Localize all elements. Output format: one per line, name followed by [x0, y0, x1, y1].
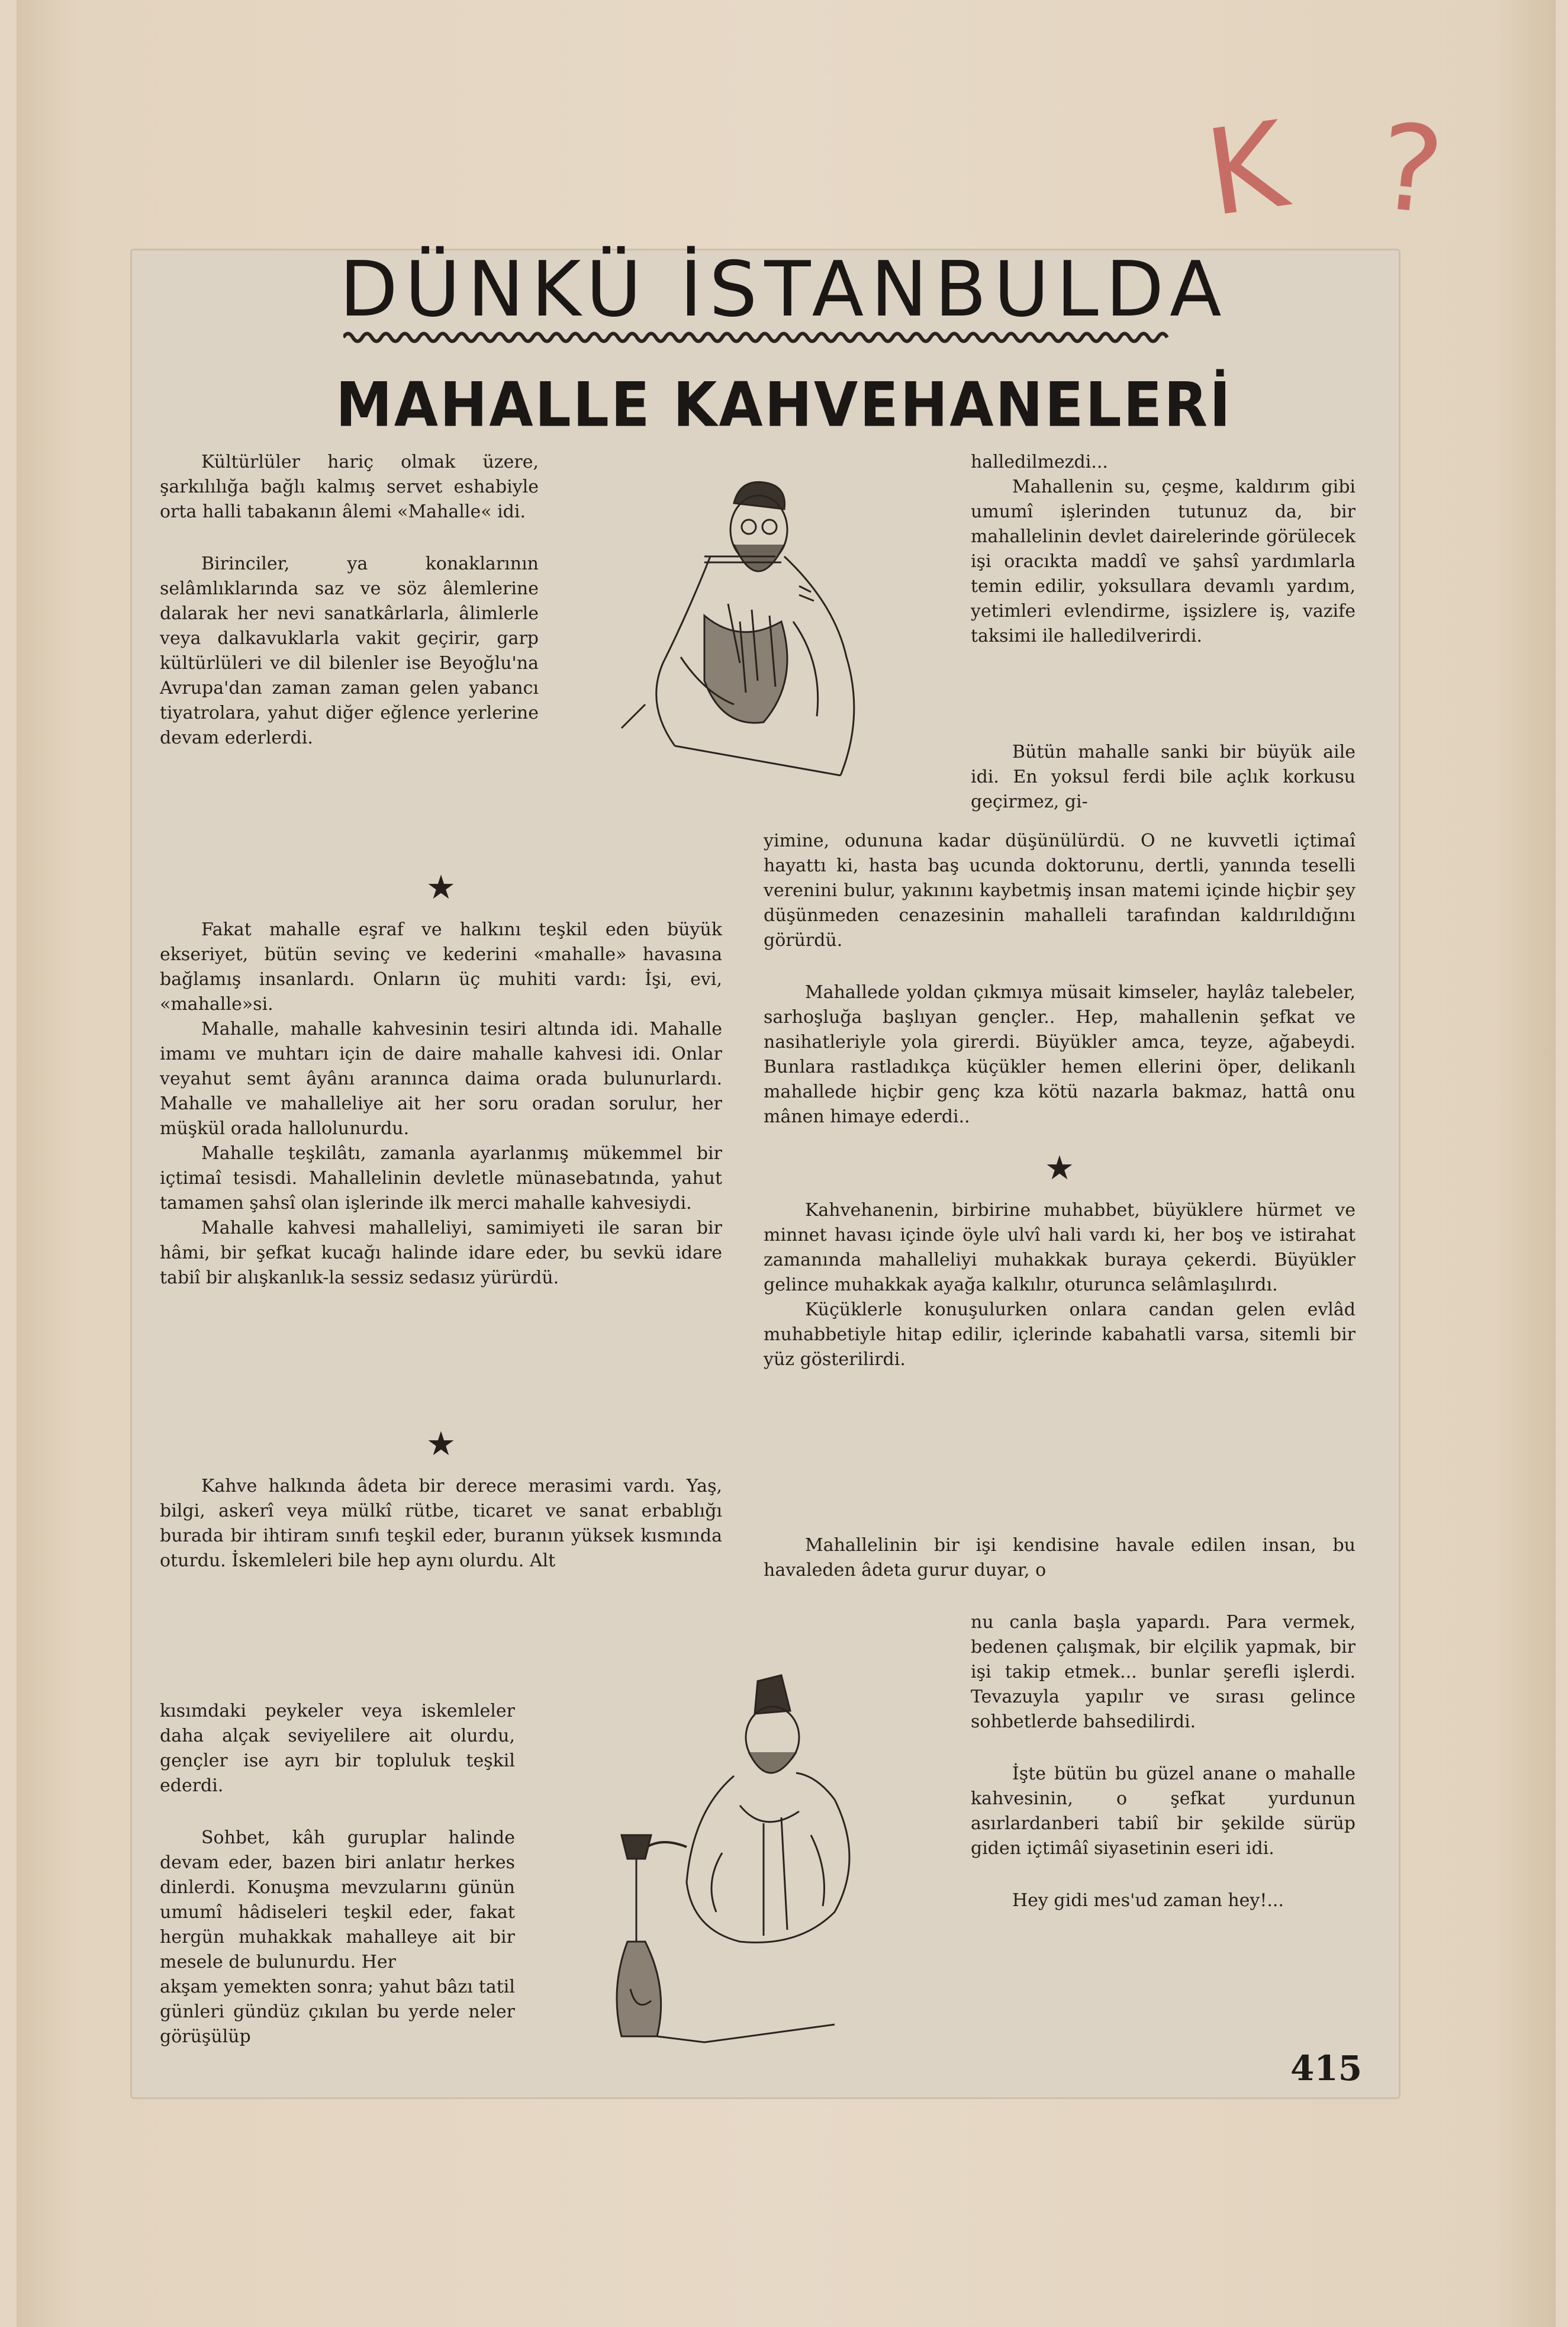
paragraph: Mahalle, mahalle kahvesinin tesiri altında idi. Mahalle imamı ve muhtarı için de daire mahalle kahvesi idi. Onlar veyahut semt âyânı aranınca daima orada bulunurlardı. Mahalle ve mahalleliye ait her soru oradan sorulur, her müşkül orada hallolunurdu.: [160, 1019, 722, 1139]
decorative-divider: [343, 329, 1172, 346]
paragraph: Mahalle kahvesi mahalleliyi, samimiyeti ile saran bir hâmi, bir şefkat kucağı halinde idare eder, bu sevkü idare tabiî bir alışkanlık-la sessiz sedasız yürürdü.: [160, 1218, 722, 1288]
nargile-smoker-illustration: [586, 1657, 917, 2066]
paragraph: Birinciler, ya konaklarının selâmlıklarında saz ve söz âlemlerine dalarak her nevi sanatkârlarla, âlimlerle veya dalkavuklarla vakit geçirir, garp kültürlüleri ve dil bilenler ise Beyoğlu'na Avrupa'dan zaman zaman gelen yabancı tiyatrolara, yahut diğer eğlence yerlerine devam ederlerdi.: [160, 553, 539, 748]
coffee-drinker-illustration: [586, 468, 917, 799]
right-column-middle: [764, 829, 1356, 1372]
star-separator: ★: [1044, 1149, 1075, 1187]
paragraph: yimine, odununa kadar düşünülürdü. O ne kuvvetli içtimaî hayattı ki, hasta baş ucunda doktorunu, dertli, yanında teselli verenini bulur, yakınını kaybetmiş insan matemi içinde hiçbir şey düşünmeden cenazesinin mahalleli tarafından kaldırıldığını görürdü.: [764, 831, 1356, 951]
paragraph: Kültürlüler hariç olmak üzere, şarkılılığa bağlı kalmış servet eshabiyle orta halli tabakanın âlemi «Mahalle« idi.: [160, 452, 539, 522]
left-column-lower: [160, 1425, 722, 1573]
paragraph: Mahalle teşkilâtı, zamanla ayarlanmış mükemmel bir içtimaî tesisdi. Mahallelinin devletle münasebatında, yahut tamamen şahsî olan işlerinde ilk merci mahalle kahvesiydi.: [160, 1143, 722, 1214]
paragraph: nu canla başla yapardı. Para vermek, bedenen çalışmak, bir elçilik yapmak, bir işi takip etmek... bunlar şerefli işlerdi. Tevazuyla yapılır ve sırası gelince sohbetlerde bahsedilirdi.: [971, 1612, 1356, 1732]
paragraph: akşam yemekten sonra; yahut bâzı tatil günleri gündüz çıkılan bu yerde neler görüşülüp: [160, 1977, 515, 2047]
paragraph: Kahvehanenin, birbirine muhabbet, büyüklere hürmet ve minnet havası içinde öyle ulvî hali vardı ki, her boş ve istirahat zamanında mahalleliyi muhakkak buraya çekerdi. Büyükler gelince muhakkak ayağa kalkılır, oturunca selâmlaşılırdı.: [764, 1200, 1356, 1295]
paragraph: kısımdaki peykeler veya iskemleler daha alçak seviyelilere ait olurdu, gençler ise ayrı bir topluluk teşkil ederdi.: [160, 1701, 515, 1796]
handwritten-question-mark: ?: [1372, 98, 1450, 242]
right-column-bottom: [971, 1610, 1356, 1913]
paragraph: Mahallelinin bir işi kendisine havale edilen insan, bu havaleden âdeta gurur duyar, o: [764, 1535, 1356, 1581]
paragraph: Bütün mahalle sanki bir büyük aile idi. En yoksul ferdi bile açlık korkusu geçirmez, gi-: [971, 742, 1356, 812]
paragraph: Sohbet, kâh guruplar halinde devam eder, bazen biri anlatır herkes dinlerdi. Konuşma mevzularını günün umumî hâdiseleri teşkil eder, fakat hergün muhakkak mahalleye ait bir mesele de bulunurdu. Her: [160, 1827, 515, 1972]
right-column-top: [971, 450, 1356, 676]
paragraph: halledilmezdi...: [971, 452, 1108, 472]
right-column-lower: [764, 1533, 1356, 1583]
paragraph: Fakat mahalle eşraf ve halkını teşkil eden büyük ekseriyet, bütün sevinç ve kederini «mahalle» havasına bağlamış insanlardı. Onların üç muhiti vardı: İşi, evi, «mahalle»si.: [160, 919, 722, 1015]
paragraph: Mahallede yoldan çıkmıya müsait kimseler, haylâz talebeler, sarhoşluğa başlıyan gençler.. Hep, mahallenin şefkat ve nasihatleriyle yola girerdi. Büyükler amca, teyze, ağabeydi. Bunlara rastladıkça küçükler hemen ellerini öper, delikanlı mahallede hiçbir genç kza kötü nazarla bakmaz, hattâ onu mânen himaye ederdi..: [764, 982, 1356, 1127]
left-column-top: [160, 450, 539, 751]
left-column-bottom: [160, 1699, 515, 2049]
star-separator: ★: [426, 1425, 456, 1463]
handwritten-letter: K: [1198, 96, 1295, 243]
article-subtitle: MAHALLE KAHVEHANELERİ: [336, 369, 1232, 441]
paragraph: Mahallenin su, çeşme, kaldırım gibi umumî işlerinden tutunuz da, bir mahallelinin devlet dairelerinde görülecek işi oracıkta maddî ve şahsî yardımlarla temin edilir, yoksullara devamlı yardım, yetimleri evlendirme, işsizlere iş, vazife taksimi ile halledilverirdi.: [971, 477, 1356, 646]
paragraph: Kahve halkında âdeta bir derece merasimi vardı. Yaş, bilgi, askerî veya mülkî rütbe, ticaret ve sanat erbablığı burada bir ihtiram sınıfı teşkil eder, buranın yüksek kısmında oturdu. İskemleleri bile hep aynı olurdu. Alt: [160, 1476, 722, 1571]
paragraph: Küçüklerle konuşulurken onlara candan gelen evlâd muhabbetiyle hitap edilir, içlerinde kabahatli varsa, sitemli bir yüz gösterilirdi.: [764, 1299, 1356, 1370]
paragraph: İşte bütün bu güzel anane o mahalle kahvesinin, o şefkat yurdunun asırlardanberi tabiî bir şekilde sürüp giden içtimâî siyasetinin eseri idi.: [971, 1763, 1356, 1859]
page-number: 415: [1290, 2048, 1363, 2088]
left-column-middle: [160, 868, 722, 1290]
right-column-upper: [971, 740, 1356, 815]
paragraph: Hey gidi mes'ud zaman hey!...: [1012, 1890, 1284, 1911]
star-separator: ★: [426, 868, 456, 907]
page-title: DÜNKÜ İSTANBULDA: [339, 246, 1229, 334]
